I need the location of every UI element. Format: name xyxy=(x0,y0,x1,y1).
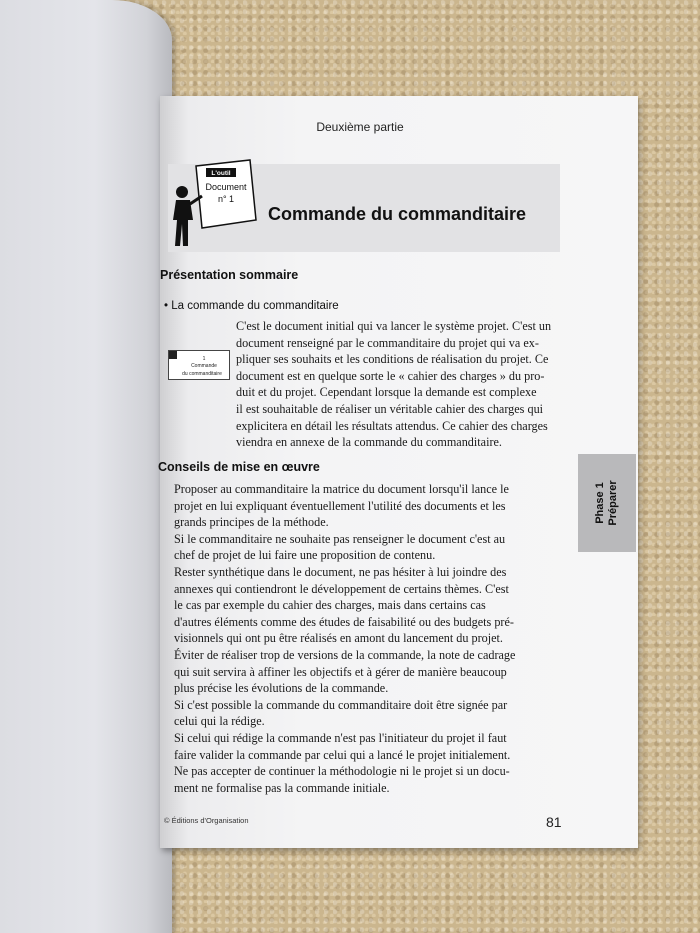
text-line: le cas par exemple du cahier des charges, mais dans certains cas xyxy=(174,598,486,613)
text-line: celui qui la rédige. xyxy=(174,714,265,729)
text-line: d'autres éléments comme des études de faisabilité ou des budgets pré- xyxy=(174,614,514,629)
thumb-line2: du commanditaire xyxy=(182,371,222,377)
page-title: Commande du commanditaire xyxy=(268,204,527,224)
book-page xyxy=(160,96,638,848)
text-line: visionnels qui ont pu être réalisés en amont du lancement du projet. xyxy=(174,631,503,646)
figure-badge: L'outil xyxy=(211,170,231,177)
paragraph-presentation xyxy=(236,318,564,451)
phase-tab-line2: Préparer xyxy=(607,480,619,526)
text-line: Si le commanditaire ne souhaite pas renseigner le document c'est au xyxy=(174,531,506,546)
left-page-blank xyxy=(0,0,172,933)
document-thumbnail xyxy=(168,350,230,380)
paragraph-conseils xyxy=(174,481,564,796)
text-line: document est en quelque sorte le « cahier des charges » du pro- xyxy=(236,368,545,383)
text-line: explicitera en détail les résultats attendus. Ce cahier des charges xyxy=(236,418,548,433)
text-line: qui suit servira à affiner les objectifs et à gérer de manière beaucoup xyxy=(174,664,507,679)
text-line: annexes qui contiendront le développement de certains thèmes. C'est xyxy=(174,581,509,596)
text-line: ment ne formalise pas la commande initiale. xyxy=(174,780,390,795)
phase-tab xyxy=(578,454,636,552)
figure-illustration xyxy=(166,158,258,250)
phase-tab-line1: Phase 1 xyxy=(594,482,606,524)
running-head: Deuxième partie xyxy=(316,120,404,134)
text-line: chef de projet de lui faire une proposition de contenu. xyxy=(174,548,436,563)
text-line: Rester synthétique dans le document, ne pas hésiter à lui joindre des xyxy=(174,564,507,579)
text-line: document renseigné par le commanditaire du projet qui va ex- xyxy=(236,335,539,350)
text-line: grands principes de la méthode. xyxy=(174,515,329,530)
text-line: Si c'est possible la commande du commanditaire doit être signée par xyxy=(174,697,508,712)
page-number: 81 xyxy=(546,814,562,830)
publisher-footer: © Éditions d'Organisation xyxy=(164,816,249,825)
section-heading-presentation: Présentation sommaire xyxy=(160,268,299,282)
phase-tab-label xyxy=(594,480,620,525)
text-line: il est souhaitable de réaliser un véritable cahier des charges qui xyxy=(236,401,544,416)
text-line: C'est le document initial qui va lancer le système projet. C'est un xyxy=(236,319,552,333)
text-line: faire valider la commande par celui qui a lancé le projet initialement. xyxy=(174,747,511,762)
text-line: plus précise les évolutions de la commande. xyxy=(174,681,389,696)
text-line: Éviter de réaliser trop de versions de la commande, la note de cadrage xyxy=(174,647,516,662)
subsection-heading: • La commande du commanditaire xyxy=(164,300,339,312)
section-heading-conseils: Conseils de mise en œuvre xyxy=(158,460,320,474)
text-line: duit et du projet. Cependant lorsque la demande est complexe xyxy=(236,385,537,400)
thumb-number: 1 xyxy=(202,356,206,362)
text-line: pliquer ses souhaits et les conditions de réalisation du projet. Ce xyxy=(236,352,549,367)
thumb-line1: Commande xyxy=(191,363,217,369)
text-line: Ne pas accepter de continuer la méthodologie ni le projet si un docu- xyxy=(174,764,510,779)
text-line: viendra en annexe de la commande du commanditaire. xyxy=(236,435,502,450)
text-line: Si celui qui rédige la commande n'est pas l'initiateur du projet il faut xyxy=(174,730,507,745)
text-line: Proposer au commanditaire la matrice du document lorsqu'il lance le xyxy=(174,482,509,496)
figure-doc-number: n° 1 xyxy=(217,194,235,204)
figure-doc-label: Document xyxy=(205,182,247,192)
text-line: projet en lui expliquant éventuellement l'utilité des documents et les xyxy=(174,498,506,513)
